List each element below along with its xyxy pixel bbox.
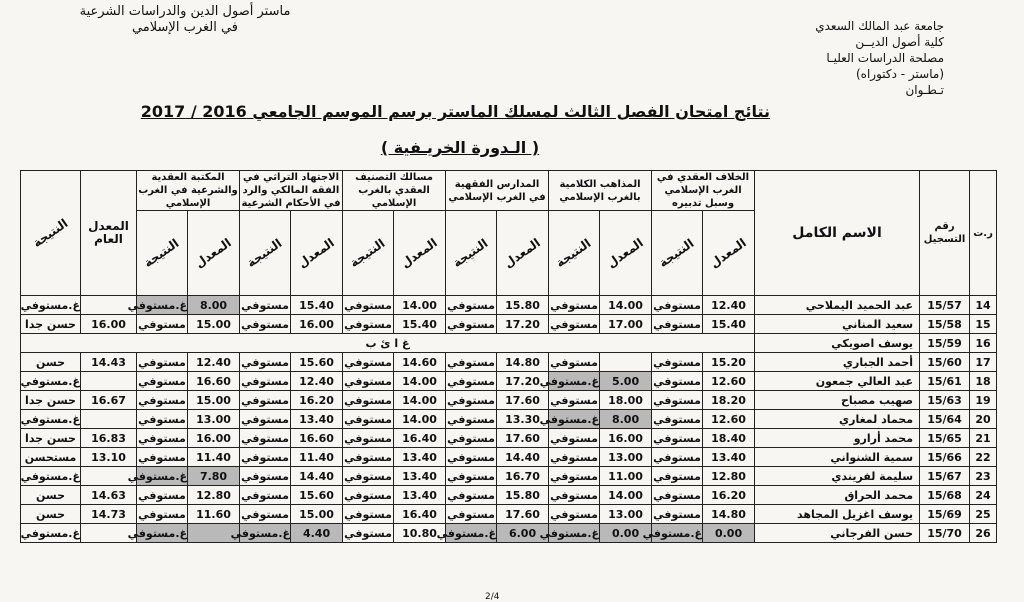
student-name: محمد أرارو bbox=[755, 429, 920, 448]
module-5-average: 16.00 bbox=[291, 315, 343, 334]
module-6-result: مستوفي bbox=[137, 448, 188, 467]
module-6-result: مستوفي bbox=[137, 315, 188, 334]
module-header-1: الخلاف العقدي في الغرب الإسلامي وسبل تدبيره bbox=[652, 171, 755, 211]
module-5-average: 15.60 bbox=[291, 486, 343, 505]
module-5-result: مستوفي bbox=[240, 391, 291, 410]
overall-average: 16.67 bbox=[81, 391, 137, 410]
module-6-result: غ.مستوفي bbox=[137, 467, 188, 486]
module-2-average: 13.00 bbox=[600, 448, 652, 467]
table-row bbox=[21, 448, 997, 467]
module-5-average: 16.60 bbox=[291, 429, 343, 448]
module-2-average: 18.00 bbox=[600, 391, 652, 410]
overall-result: حسن bbox=[21, 486, 81, 505]
module-2-result: مستوفي bbox=[549, 486, 600, 505]
module-5-result: مستوفي bbox=[240, 353, 291, 372]
module-2-result: مستوفي bbox=[549, 296, 600, 315]
module-2-average: 14.00 bbox=[600, 296, 652, 315]
module-5-result: مستوفي bbox=[240, 296, 291, 315]
module-4-result: مستوفي bbox=[343, 353, 394, 372]
module-2-result: مستوفي bbox=[549, 429, 600, 448]
module-4-result: مستوفي bbox=[343, 410, 394, 429]
module-5-average: 4.40 bbox=[291, 524, 343, 543]
module-1-average: 15.40 bbox=[703, 315, 755, 334]
module-3-average: 17.60 bbox=[497, 391, 549, 410]
module-5-result: مستوفي bbox=[240, 429, 291, 448]
module-5-result: مستوفي bbox=[240, 315, 291, 334]
module-5-result: غ.مستوفي bbox=[240, 524, 291, 543]
module-4-average: 15.40 bbox=[394, 315, 446, 334]
registration-number: 15/66 bbox=[920, 448, 970, 467]
module-6-result: مستوفي bbox=[137, 429, 188, 448]
module-2-result: غ.مستوفي bbox=[549, 372, 600, 391]
overall-result: غ.مستوفي bbox=[21, 296, 81, 315]
table-row bbox=[21, 391, 997, 410]
overall-average: 13.10 bbox=[81, 448, 137, 467]
module-5-average: 15.60 bbox=[291, 353, 343, 372]
module-1-average: 12.60 bbox=[703, 410, 755, 429]
overall-result: حسن جدا bbox=[21, 315, 81, 334]
module-5-result: مستوفي bbox=[240, 505, 291, 524]
module-4-result: مستوفي bbox=[343, 467, 394, 486]
module-3-result: غ.مستوفي bbox=[446, 524, 497, 543]
module-4-average: 14.00 bbox=[394, 391, 446, 410]
module-header-2: المذاهب الكلامية بالغرب الإسلامي bbox=[549, 171, 652, 211]
module-5-average: 15.00 bbox=[291, 505, 343, 524]
absent-cell: غ ا ئ ب bbox=[21, 334, 755, 353]
city-name: تـطـوان bbox=[905, 83, 944, 97]
module-5-result: مستوفي bbox=[240, 448, 291, 467]
module-2-average-header: المعدل bbox=[600, 211, 652, 296]
module-5-result: مستوفي bbox=[240, 467, 291, 486]
module-1-result: مستوفي bbox=[652, 372, 703, 391]
module-6-average: 12.40 bbox=[188, 353, 240, 372]
module-4-average: 10.80 bbox=[394, 524, 446, 543]
module-2-average: 13.00 bbox=[600, 505, 652, 524]
student-name: عبد الحميد اليملاحي bbox=[755, 296, 920, 315]
module-1-average: 18.20 bbox=[703, 391, 755, 410]
module-2-average: 14.00 bbox=[600, 486, 652, 505]
row-number: 14 bbox=[970, 296, 997, 315]
module-3-result: مستوفي bbox=[446, 391, 497, 410]
student-name: سمية الشنواني bbox=[755, 448, 920, 467]
module-6-average: 11.60 bbox=[188, 505, 240, 524]
module-4-average: 13.40 bbox=[394, 467, 446, 486]
row-number: 22 bbox=[970, 448, 997, 467]
module-3-average: 16.70 bbox=[497, 467, 549, 486]
table-row bbox=[21, 372, 997, 391]
module-2-average: 0.00 bbox=[600, 524, 652, 543]
module-1-result: مستوفي bbox=[652, 296, 703, 315]
student-name: سعيد المناني bbox=[755, 315, 920, 334]
overall-result: غ.مستوفي bbox=[21, 410, 81, 429]
module-6-result: مستوفي bbox=[137, 353, 188, 372]
module-header-3: المدارس الفقهية في الغرب الإسلامي bbox=[446, 171, 549, 211]
row-number: 21 bbox=[970, 429, 997, 448]
registration-number: 15/58 bbox=[920, 315, 970, 334]
row-number: 19 bbox=[970, 391, 997, 410]
module-6-result-header: النتيجة bbox=[137, 211, 188, 296]
module-6-average: 11.40 bbox=[188, 448, 240, 467]
module-header-4: مسالك التصنيف العقدي بالغرب الإسلامي bbox=[343, 171, 446, 211]
module-2-average: 17.00 bbox=[600, 315, 652, 334]
module-1-average: 12.80 bbox=[703, 467, 755, 486]
student-name: حسن الفرجاني bbox=[755, 524, 920, 543]
module-6-average: 16.60 bbox=[188, 372, 240, 391]
overall-average: 14.63 bbox=[81, 486, 137, 505]
module-3-average: 17.60 bbox=[497, 429, 549, 448]
module-4-result: مستوفي bbox=[343, 296, 394, 315]
overall-average bbox=[81, 372, 137, 391]
table-row bbox=[21, 429, 997, 448]
registration-number: 15/69 bbox=[920, 505, 970, 524]
module-4-average: 16.40 bbox=[394, 505, 446, 524]
row-number: 26 bbox=[970, 524, 997, 543]
overall-average-header: المعدل العام bbox=[81, 171, 137, 296]
module-1-average-header: المعدل bbox=[703, 211, 755, 296]
student-name: محماد لمغاري bbox=[755, 410, 920, 429]
row-number: 18 bbox=[970, 372, 997, 391]
module-2-result: غ.مستوفي bbox=[549, 410, 600, 429]
registration-number: 15/61 bbox=[920, 372, 970, 391]
module-4-average: 13.40 bbox=[394, 486, 446, 505]
module-6-average: 8.00 bbox=[188, 296, 240, 315]
overall-result: حسن جدا bbox=[21, 391, 81, 410]
module-3-result: مستوفي bbox=[446, 429, 497, 448]
module-5-result: مستوفي bbox=[240, 410, 291, 429]
module-3-result: مستوفي bbox=[446, 505, 497, 524]
module-3-result: مستوفي bbox=[446, 486, 497, 505]
program-header bbox=[70, 4, 300, 36]
module-2-average: 11.00 bbox=[600, 467, 652, 486]
module-6-average: 15.00 bbox=[188, 391, 240, 410]
module-1-average: 14.80 bbox=[703, 505, 755, 524]
module-6-result: مستوفي bbox=[137, 410, 188, 429]
module-6-average: 15.00 bbox=[188, 315, 240, 334]
module-1-result: مستوفي bbox=[652, 505, 703, 524]
module-2-result: مستوفي bbox=[549, 353, 600, 372]
module-1-result: مستوفي bbox=[652, 391, 703, 410]
module-5-average: 11.40 bbox=[291, 448, 343, 467]
overall-result: غ.مستوفي bbox=[21, 467, 81, 486]
name-header: الاسم الكامل bbox=[755, 171, 920, 296]
module-3-average: 14.80 bbox=[497, 353, 549, 372]
module-1-result: مستوفي bbox=[652, 315, 703, 334]
module-4-result: مستوفي bbox=[343, 505, 394, 524]
module-5-average: 15.40 bbox=[291, 296, 343, 315]
row-number: 20 bbox=[970, 410, 997, 429]
module-4-result: مستوفي bbox=[343, 429, 394, 448]
registration-number: 15/59 bbox=[920, 334, 970, 353]
module-6-result: غ.مستوفي bbox=[137, 296, 188, 315]
module-4-result: مستوفي bbox=[343, 448, 394, 467]
table-row bbox=[21, 334, 997, 353]
module-1-average: 15.20 bbox=[703, 353, 755, 372]
module-1-result: مستوفي bbox=[652, 353, 703, 372]
module-1-average: 13.40 bbox=[703, 448, 755, 467]
student-name: سليمة لفريندي bbox=[755, 467, 920, 486]
module-2-result-header: النتيجة bbox=[549, 211, 600, 296]
module-3-result: مستوفي bbox=[446, 296, 497, 315]
module-3-average: 13.30 bbox=[497, 410, 549, 429]
registration-number: 15/63 bbox=[920, 391, 970, 410]
module-4-average: 14.00 bbox=[394, 410, 446, 429]
module-6-result: مستوفي bbox=[137, 486, 188, 505]
row-number: 17 bbox=[970, 353, 997, 372]
row-number: 25 bbox=[970, 505, 997, 524]
module-3-average: 15.80 bbox=[497, 296, 549, 315]
module-6-average: 7.80 bbox=[188, 467, 240, 486]
module-5-average: 16.20 bbox=[291, 391, 343, 410]
registration-number: 15/70 bbox=[920, 524, 970, 543]
registration-number: 15/64 bbox=[920, 410, 970, 429]
module-1-result: غ.مستوفي bbox=[652, 524, 703, 543]
overall-result: حسن bbox=[21, 353, 81, 372]
registration-number: 15/65 bbox=[920, 429, 970, 448]
student-name: عبد العالي جمعون bbox=[755, 372, 920, 391]
overall-average: 16.00 bbox=[81, 315, 137, 334]
overall-result: غ.مستوفي bbox=[21, 524, 81, 543]
module-3-average: 17.20 bbox=[497, 372, 549, 391]
module-4-result-header: النتيجة bbox=[343, 211, 394, 296]
faculty-name: كلية أصول الديــن bbox=[855, 35, 944, 49]
module-5-average: 12.40 bbox=[291, 372, 343, 391]
registration-number: 15/57 bbox=[920, 296, 970, 315]
module-2-average: 16.00 bbox=[600, 429, 652, 448]
module-1-result: مستوفي bbox=[652, 448, 703, 467]
university-header bbox=[744, 18, 944, 98]
student-name: يوسف اغزيل المجاهد bbox=[755, 505, 920, 524]
module-6-average-header: المعدل bbox=[188, 211, 240, 296]
page-title: نتائج امتحان الفصل الثالث لمسلك الماستر برسم الموسم الجامعي 2016 / 2017 bbox=[140, 102, 770, 121]
module-5-average-header: المعدل bbox=[291, 211, 343, 296]
student-name: يوسف اصويكي bbox=[755, 334, 920, 353]
overall-result: غ.مستوفي bbox=[21, 372, 81, 391]
module-6-average: 13.00 bbox=[188, 410, 240, 429]
module-3-result: مستوفي bbox=[446, 448, 497, 467]
module-1-result-header: النتيجة bbox=[652, 211, 703, 296]
row-number: 16 bbox=[970, 334, 997, 353]
module-5-result: مستوفي bbox=[240, 372, 291, 391]
registration-number: 15/67 bbox=[920, 467, 970, 486]
module-5-result: مستوفي bbox=[240, 486, 291, 505]
module-6-average: 12.80 bbox=[188, 486, 240, 505]
module-6-result: مستوفي bbox=[137, 391, 188, 410]
row-number: 24 bbox=[970, 486, 997, 505]
university-name: جامعة عبد المالك السعدي bbox=[815, 19, 944, 33]
overall-result: مستحسن bbox=[21, 448, 81, 467]
table-row bbox=[21, 505, 997, 524]
module-4-result: مستوفي bbox=[343, 524, 394, 543]
module-2-result: مستوفي bbox=[549, 467, 600, 486]
student-name: أحمد الجباري bbox=[755, 353, 920, 372]
overall-result-header: النتيجة bbox=[21, 171, 81, 296]
module-2-average bbox=[600, 353, 652, 372]
module-1-result: مستوفي bbox=[652, 429, 703, 448]
overall-average: 14.43 bbox=[81, 353, 137, 372]
student-name: محمد الحراق bbox=[755, 486, 920, 505]
overall-average: 16.83 bbox=[81, 429, 137, 448]
module-2-average: 5.00 bbox=[600, 372, 652, 391]
module-3-average: 6.00 bbox=[497, 524, 549, 543]
table-row bbox=[21, 353, 997, 372]
module-3-average-header: المعدل bbox=[497, 211, 549, 296]
module-3-result: مستوفي bbox=[446, 372, 497, 391]
module-3-result: مستوفي bbox=[446, 410, 497, 429]
module-2-result: مستوفي bbox=[549, 391, 600, 410]
module-6-result: غ.مستوفي bbox=[137, 524, 188, 543]
module-4-average: 14.00 bbox=[394, 296, 446, 315]
overall-average: 14.73 bbox=[81, 505, 137, 524]
module-2-result: مستوفي bbox=[549, 505, 600, 524]
overall-result: حسن جدا bbox=[21, 429, 81, 448]
row-number: 15 bbox=[970, 315, 997, 334]
table-row bbox=[21, 410, 997, 429]
registration-number: 15/60 bbox=[920, 353, 970, 372]
module-4-average: 16.40 bbox=[394, 429, 446, 448]
module-4-average: 14.00 bbox=[394, 372, 446, 391]
registration-number: 15/68 bbox=[920, 486, 970, 505]
module-5-average: 13.40 bbox=[291, 410, 343, 429]
module-6-result: مستوفي bbox=[137, 372, 188, 391]
overall-result: حسن bbox=[21, 505, 81, 524]
department-name: مصلحة الدراسات العليـا bbox=[826, 51, 944, 65]
table-row bbox=[21, 486, 997, 505]
module-4-result: مستوفي bbox=[343, 391, 394, 410]
module-3-result-header: النتيجة bbox=[446, 211, 497, 296]
results-table bbox=[20, 170, 997, 543]
table-row bbox=[21, 467, 997, 486]
module-2-average: 8.00 bbox=[600, 410, 652, 429]
module-5-average: 14.40 bbox=[291, 467, 343, 486]
module-3-result: مستوفي bbox=[446, 315, 497, 334]
module-4-result: مستوفي bbox=[343, 372, 394, 391]
session-subtitle: ( الـدورة الخريـفية ) bbox=[380, 138, 540, 157]
module-5-result-header: النتيجة bbox=[240, 211, 291, 296]
module-3-average: 14.40 bbox=[497, 448, 549, 467]
student-name: صهيب مصباح bbox=[755, 391, 920, 410]
module-2-result: غ.مستوفي bbox=[549, 524, 600, 543]
module-1-average: 0.00 bbox=[703, 524, 755, 543]
module-3-average: 15.80 bbox=[497, 486, 549, 505]
module-1-average: 12.60 bbox=[703, 372, 755, 391]
row-number: 23 bbox=[970, 467, 997, 486]
module-6-average: 16.00 bbox=[188, 429, 240, 448]
table-row bbox=[21, 524, 997, 543]
module-3-result: مستوفي bbox=[446, 353, 497, 372]
module-4-average-header: المعدل bbox=[394, 211, 446, 296]
module-1-average: 16.20 bbox=[703, 486, 755, 505]
module-3-average: 17.20 bbox=[497, 315, 549, 334]
program-name: ماستر أصول الدين والدراسات الشرعية bbox=[79, 4, 291, 19]
rt-header: ر.ت bbox=[970, 171, 997, 296]
module-4-average: 13.40 bbox=[394, 448, 446, 467]
module-1-average: 12.40 bbox=[703, 296, 755, 315]
module-1-average: 18.40 bbox=[703, 429, 755, 448]
reg-header: رقم التسجيل bbox=[920, 171, 970, 296]
module-header-5: الاجتهاد التراثي في الفقه المالكي والرد في الأحكام الشرعية bbox=[241, 172, 341, 209]
module-3-average: 17.60 bbox=[497, 505, 549, 524]
table-row bbox=[21, 315, 997, 334]
table-row bbox=[21, 296, 997, 315]
module-2-result: مستوفي bbox=[549, 315, 600, 334]
module-1-result: مستوفي bbox=[652, 467, 703, 486]
page-number: 2/4 bbox=[485, 592, 500, 602]
module-1-result: مستوفي bbox=[652, 410, 703, 429]
overall-average bbox=[81, 410, 137, 429]
module-4-result: مستوفي bbox=[343, 315, 394, 334]
module-header-6: المكتبة العقدية والشرعية في الغرب الإسلامي bbox=[138, 172, 238, 209]
program-region: في الغرب الإسلامي bbox=[131, 20, 239, 35]
module-4-result: مستوفي bbox=[343, 486, 394, 505]
module-1-result: مستوفي bbox=[652, 486, 703, 505]
module-4-average: 14.60 bbox=[394, 353, 446, 372]
degree-levels: (ماستر - دكتوراه) bbox=[855, 67, 944, 81]
module-3-result: مستوفي bbox=[446, 467, 497, 486]
module-6-result: مستوفي bbox=[137, 505, 188, 524]
module-2-result: مستوفي bbox=[549, 448, 600, 467]
